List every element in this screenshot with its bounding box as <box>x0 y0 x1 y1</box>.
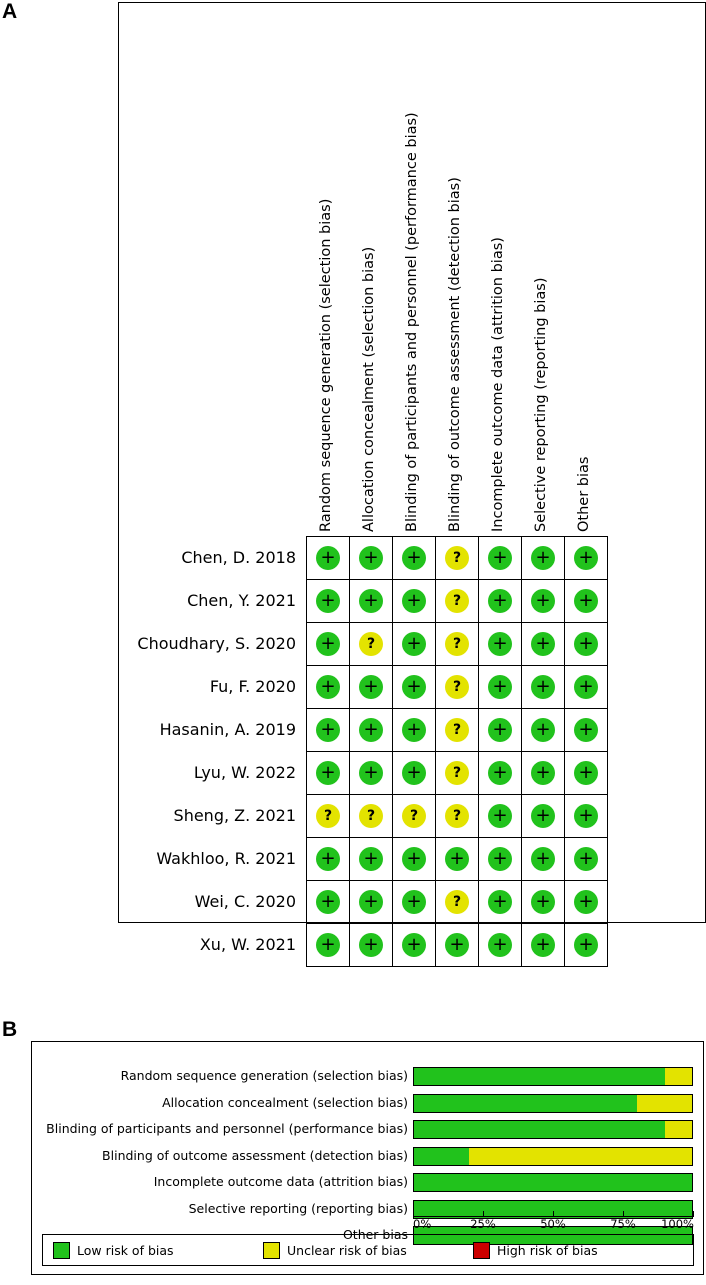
judgement-low-icon: + <box>359 761 383 785</box>
judgement-low-icon: + <box>316 761 340 785</box>
judgement-low-icon: + <box>574 632 598 656</box>
study-label: Wei, C. 2020 <box>194 892 296 911</box>
legend-label-low: Low risk of bias <box>77 1243 174 1258</box>
judgement-low-icon: + <box>316 632 340 656</box>
judgement-low-icon: + <box>531 933 555 957</box>
bar-segment-low <box>413 1120 665 1139</box>
judgement-low-icon: + <box>316 589 340 613</box>
grid-line <box>607 536 608 967</box>
grid-line <box>306 923 608 924</box>
judgement-low-icon: + <box>488 632 512 656</box>
judgement-low-icon: + <box>316 718 340 742</box>
grid-line <box>306 966 608 967</box>
grid-line <box>564 536 565 967</box>
judgement-unclear-icon: ? <box>445 546 469 570</box>
study-label: Fu, F. 2020 <box>209 677 296 696</box>
bar-category-label: Blinding of outcome assessment (detection bias) <box>102 1147 408 1163</box>
judgement-low-icon: + <box>359 847 383 871</box>
x-axis-tick-label: 100% <box>661 1217 694 1231</box>
judgement-low-icon: + <box>531 632 555 656</box>
judgement-low-icon: + <box>402 718 426 742</box>
judgement-low-icon: + <box>445 847 469 871</box>
bar-segment-unclear <box>637 1094 693 1113</box>
bar-category-label: Other bias <box>342 1227 408 1242</box>
grid-line <box>306 837 608 838</box>
judgement-unclear-icon: ? <box>316 804 340 828</box>
bar-segment-low <box>413 1067 665 1086</box>
bar-segment-unclear <box>665 1067 693 1086</box>
judgement-low-icon: + <box>574 675 598 699</box>
bar-segment-unclear <box>665 1120 693 1139</box>
study-label: Wakhloo, R. 2021 <box>156 849 296 868</box>
domain-header: Blinding of outcome assessment (detection bias) <box>447 177 463 532</box>
bar-category-label: Selective reporting (reporting bias) <box>188 1200 408 1216</box>
judgement-low-icon: + <box>316 933 340 957</box>
study-label: Chen, Y. 2021 <box>187 591 296 610</box>
bar-segment-unclear <box>469 1147 693 1166</box>
judgement-low-icon: + <box>531 804 555 828</box>
legend-swatch-high <box>473 1242 490 1259</box>
judgement-low-icon: + <box>531 847 555 871</box>
bar-category-label: Allocation concealment (selection bias) <box>162 1094 408 1110</box>
judgement-low-icon: + <box>359 546 383 570</box>
legend <box>42 1234 694 1266</box>
domain-header: Other bias <box>576 456 592 532</box>
grid-line <box>521 536 522 967</box>
judgement-low-icon: + <box>316 890 340 914</box>
bar-category-label: Incomplete outcome data (attrition bias) <box>153 1174 408 1189</box>
judgement-low-icon: + <box>574 847 598 871</box>
judgement-low-icon: + <box>488 804 512 828</box>
judgement-low-icon: + <box>574 804 598 828</box>
judgement-low-icon: + <box>488 589 512 613</box>
x-axis-tick-label: 75% <box>610 1217 636 1231</box>
bar-segment-low <box>413 1173 693 1192</box>
judgement-low-icon: + <box>488 890 512 914</box>
judgement-low-icon: + <box>488 847 512 871</box>
judgement-low-icon: + <box>488 546 512 570</box>
bar-segment-low <box>413 1147 469 1166</box>
judgement-low-icon: + <box>488 675 512 699</box>
grid-line <box>478 536 479 967</box>
grid-line <box>435 536 436 967</box>
grid-line <box>306 880 608 881</box>
judgement-low-icon: + <box>531 890 555 914</box>
judgement-low-icon: + <box>359 718 383 742</box>
panel-label-a: A <box>2 0 18 23</box>
grid-line <box>306 751 608 752</box>
judgement-low-icon: + <box>574 761 598 785</box>
domain-header: Random sequence generation (selection bias) <box>318 198 334 532</box>
judgement-low-icon: + <box>531 718 555 742</box>
x-axis-tick-label: 0% <box>413 1217 432 1231</box>
judgement-low-icon: + <box>574 589 598 613</box>
domain-header: Incomplete outcome data (attrition bias) <box>490 237 506 532</box>
bar-category-label: Random sequence generation (selection bias) <box>120 1068 408 1083</box>
judgement-unclear-icon: ? <box>359 804 383 828</box>
judgement-low-icon: + <box>445 933 469 957</box>
judgement-low-icon: + <box>574 933 598 957</box>
judgement-low-icon: + <box>574 546 598 570</box>
x-axis-tick-label: 50% <box>540 1217 566 1231</box>
grid-line <box>306 579 608 580</box>
domain-header: Allocation concealment (selection bias) <box>361 246 377 532</box>
judgement-low-icon: + <box>316 675 340 699</box>
judgement-low-icon: + <box>488 761 512 785</box>
judgement-low-icon: + <box>574 718 598 742</box>
judgement-low-icon: + <box>359 589 383 613</box>
judgement-low-icon: + <box>531 589 555 613</box>
grid-line <box>392 536 393 967</box>
judgement-low-icon: + <box>402 632 426 656</box>
judgement-low-icon: + <box>531 761 555 785</box>
judgement-low-icon: + <box>402 847 426 871</box>
judgement-low-icon: + <box>402 589 426 613</box>
study-label: Lyu, W. 2022 <box>193 763 296 782</box>
domain-header: Selective reporting (reporting bias) <box>533 277 549 532</box>
legend-swatch-unclear <box>263 1242 280 1259</box>
study-label: Hasanin, A. 2019 <box>159 720 296 739</box>
judgement-unclear-icon: ? <box>445 761 469 785</box>
bar-category-label: Blinding of participants and personnel (performance bias) <box>46 1121 408 1136</box>
study-label: Sheng, Z. 2021 <box>173 806 296 825</box>
judgement-low-icon: + <box>488 933 512 957</box>
legend-label-high: High risk of bias <box>497 1243 598 1258</box>
study-label: Xu, W. 2021 <box>199 935 296 954</box>
grid-line <box>306 536 608 537</box>
judgement-low-icon: + <box>488 718 512 742</box>
grid-line <box>349 536 350 967</box>
grid-line <box>306 665 608 666</box>
grid-line <box>306 708 608 709</box>
judgement-unclear-icon: ? <box>359 632 383 656</box>
judgement-low-icon: + <box>402 761 426 785</box>
judgement-unclear-icon: ? <box>445 589 469 613</box>
judgement-unclear-icon: ? <box>445 632 469 656</box>
judgement-unclear-icon: ? <box>445 675 469 699</box>
judgement-low-icon: + <box>316 847 340 871</box>
judgement-unclear-icon: ? <box>445 890 469 914</box>
legend-label-unclear: Unclear risk of bias <box>287 1243 407 1258</box>
study-label: Choudhary, S. 2020 <box>137 634 296 653</box>
grid-line <box>306 536 307 967</box>
bar-segment-low <box>413 1094 637 1113</box>
study-label: Chen, D. 2018 <box>181 548 296 567</box>
judgement-low-icon: + <box>359 933 383 957</box>
judgement-unclear-icon: ? <box>445 804 469 828</box>
judgement-low-icon: + <box>402 890 426 914</box>
judgement-low-icon: + <box>316 546 340 570</box>
judgement-low-icon: + <box>531 675 555 699</box>
x-axis-tick-label: 25% <box>470 1217 496 1231</box>
judgement-unclear-icon: ? <box>445 718 469 742</box>
judgement-low-icon: + <box>359 890 383 914</box>
grid-line <box>306 622 608 623</box>
judgement-low-icon: + <box>574 890 598 914</box>
domain-header: Blinding of participants and personnel (performance bias) <box>404 112 420 532</box>
legend-swatch-low <box>53 1242 70 1259</box>
judgement-low-icon: + <box>531 546 555 570</box>
judgement-low-icon: + <box>402 933 426 957</box>
judgement-low-icon: + <box>402 546 426 570</box>
panel-label-b: B <box>2 1018 18 1041</box>
grid-line <box>306 794 608 795</box>
judgement-low-icon: + <box>359 675 383 699</box>
judgement-unclear-icon: ? <box>402 804 426 828</box>
judgement-low-icon: + <box>402 675 426 699</box>
